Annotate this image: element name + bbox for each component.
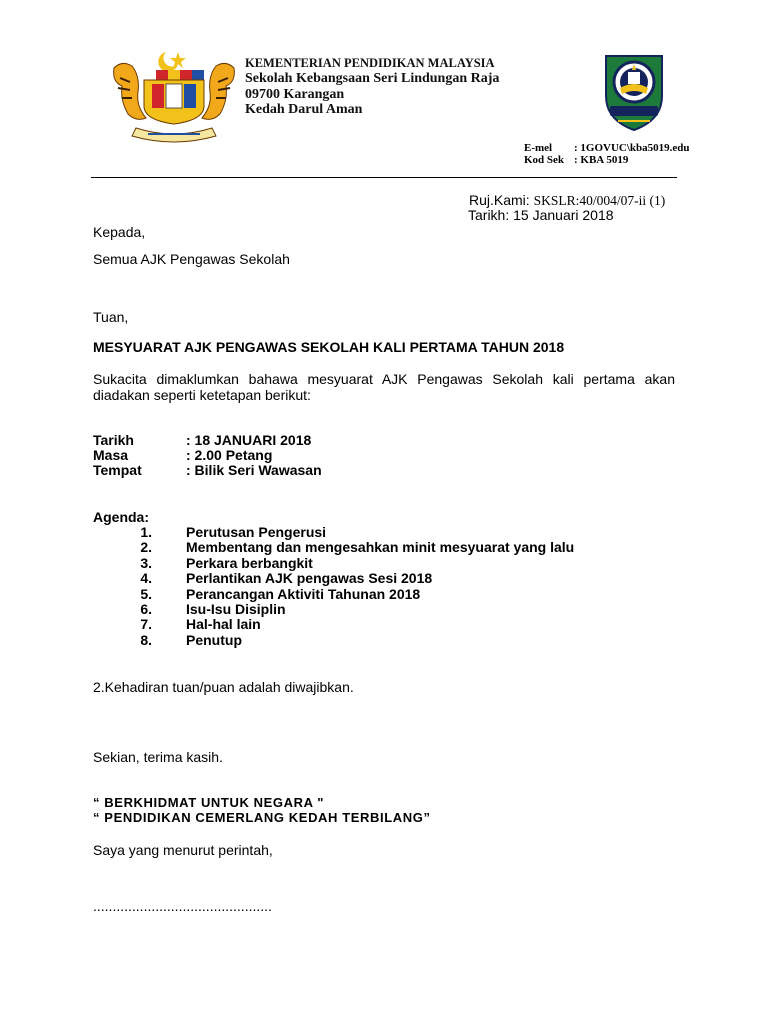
recipient-heading: Kepada, xyxy=(93,224,146,240)
detail-row-venue xyxy=(93,462,322,478)
school-code xyxy=(524,154,628,166)
school-name: Sekolah Kebangsaan Seri Lindungan Raja xyxy=(245,71,500,86)
agenda-item xyxy=(0,601,768,617)
agenda-item xyxy=(0,616,768,632)
intro-paragraph: Sukacita dimaklumkan bahawa mesyuarat AJK Pengawas Sekolah kali pertama akan diadakan seperti ketetapan berikut: xyxy=(93,371,675,403)
school-state: Kedah Darul Aman xyxy=(245,102,363,117)
agenda-item xyxy=(0,586,768,602)
agenda-item xyxy=(0,555,768,571)
agenda-heading: Agenda: xyxy=(93,509,149,525)
agenda-label: Hal-hal lain xyxy=(186,616,261,632)
agenda-label: Membentang dan mengesahkan minit mesyuarat yang lalu xyxy=(186,539,575,555)
agenda-number: 1. xyxy=(140,524,152,540)
detail-value: : Bilik Seri Wawasan xyxy=(186,462,322,478)
agenda-number: 5. xyxy=(140,586,152,602)
agenda-number: 2. xyxy=(140,539,152,555)
ministry-name: KEMENTERIAN PENDIDIKAN MALAYSIA xyxy=(245,56,495,70)
signature-line: .............................................. xyxy=(93,898,272,914)
school-postcode-town: 09700 Karangan xyxy=(245,87,345,102)
salutation: Tuan, xyxy=(93,309,129,325)
header-divider xyxy=(91,177,677,178)
letter-date: Tarikh: 15 Januari 2018 xyxy=(468,207,614,223)
agenda-item xyxy=(0,570,768,586)
agenda-number: 4. xyxy=(140,570,152,586)
agenda-label: Isu-Isu Disiplin xyxy=(186,601,286,617)
agenda-item xyxy=(0,632,768,648)
motto-line-2: “ PENDIDIKAN CEMERLANG KEDAH TERBILANG” xyxy=(93,810,431,825)
school-code-label: Kod Sek xyxy=(524,154,565,166)
school-email xyxy=(524,142,690,154)
closing-remark: Sekian, terima kasih. xyxy=(93,749,223,765)
agenda-label: Perlantikan AJK pengawas Sesi 2018 xyxy=(186,570,433,586)
reference-label: Ruj.Kami: xyxy=(469,192,534,208)
school-logo xyxy=(598,50,670,134)
agenda-label: Perutusan Pengerusi xyxy=(186,524,327,540)
sign-off: Saya yang menurut perintah, xyxy=(93,842,273,858)
detail-value: : 2.00 Petang xyxy=(186,447,273,463)
agenda-label: Perkara berbangkit xyxy=(186,555,313,571)
school-code-value: : KBA 5019 xyxy=(574,154,629,166)
email-value: : 1GOVUC\kba5019.edu xyxy=(574,142,690,154)
reference-value: SKSLR:40/004/07-ii (1) xyxy=(533,193,666,208)
agenda-number: 3. xyxy=(140,555,152,571)
detail-label: Masa xyxy=(93,447,129,463)
detail-row-time xyxy=(93,447,272,463)
agenda-label: Perancangan Aktiviti Tahunan 2018 xyxy=(186,586,421,602)
email-label: E-mel xyxy=(524,142,553,154)
motto-line-1: “ BERKHIDMAT UNTUK NEGARA " xyxy=(93,795,325,810)
agenda-number: 8. xyxy=(140,632,152,648)
detail-label: Tempat xyxy=(93,462,142,478)
agenda-item xyxy=(0,539,768,555)
coat-of-arms-logo xyxy=(108,48,240,144)
detail-value: : 18 JANUARI 2018 xyxy=(186,432,312,448)
agenda-label: Penutup xyxy=(186,632,242,648)
detail-row-date xyxy=(93,432,311,448)
attendance-note: 2.Kehadiran tuan/puan adalah diwajibkan. xyxy=(93,679,354,695)
agenda-number: 7. xyxy=(140,616,152,632)
detail-label: Tarikh xyxy=(93,432,134,448)
agenda-number: 6. xyxy=(140,601,152,617)
agenda-item xyxy=(0,524,768,540)
letter-subject: MESYUARAT AJK PENGAWAS SEKOLAH KALI PERTAMA TAHUN 2018 xyxy=(93,339,565,355)
recipient-name: Semua AJK Pengawas Sekolah xyxy=(93,251,290,267)
